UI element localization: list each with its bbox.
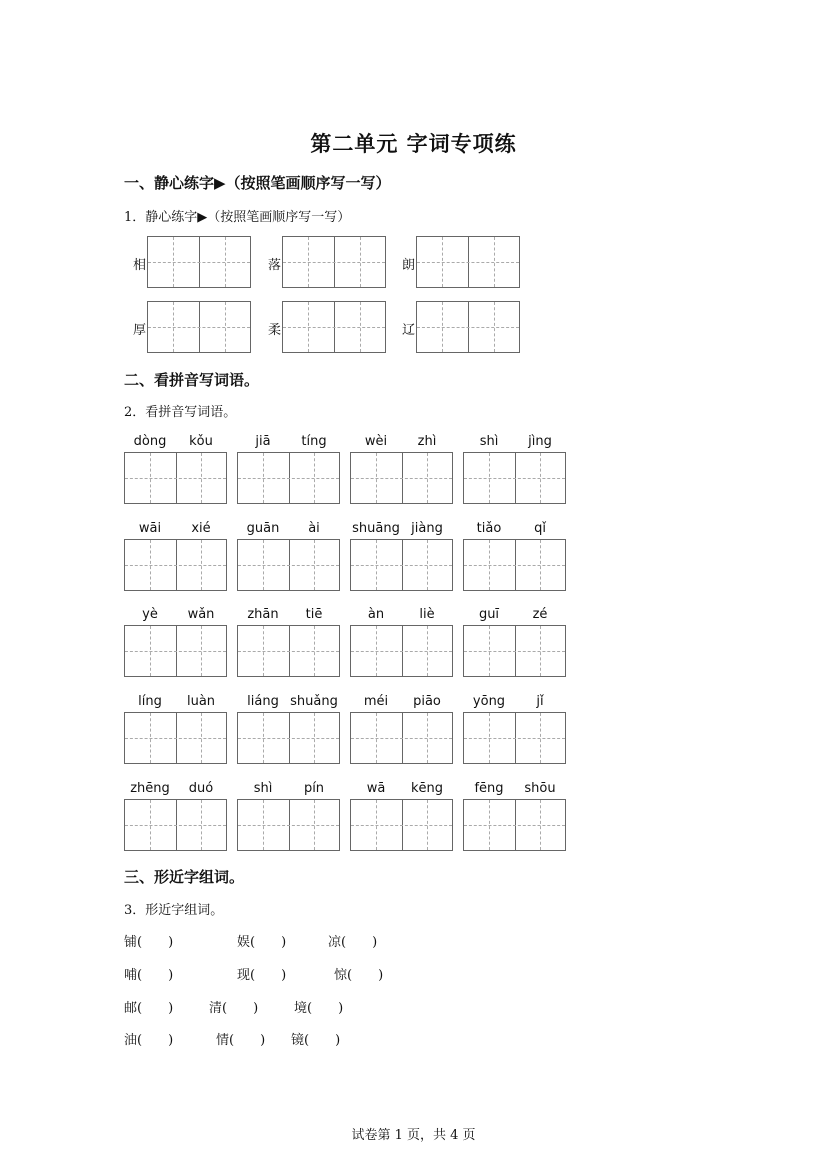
word-blank[interactable]: 清( ) [209,1001,259,1016]
writing-box[interactable] [282,301,386,353]
pinyin-label: kǒu [189,434,213,449]
writing-box[interactable] [124,539,227,591]
pinyin-label: zhēng [130,781,170,796]
writing-box[interactable] [237,712,340,764]
pinyin-label: yōng [472,694,506,709]
word-blank[interactable]: 凉( ) [328,935,378,950]
practice-char: 厚 [133,323,147,338]
pinyin-label: ài [308,521,320,536]
pinyin-label: luàn [186,694,216,709]
question-2: 2．看拼音写词语。 [124,405,237,420]
guide-line [148,262,250,263]
guide-line [283,327,385,328]
word-blank[interactable]: 哺( ) [124,968,174,983]
guide-line [464,738,565,739]
pinyin-label: zhān [247,607,279,622]
guide-line [238,478,339,479]
writing-box[interactable] [237,799,340,851]
writing-box[interactable] [350,452,453,504]
word-blank[interactable]: 油( ) [124,1033,174,1048]
word-blank[interactable]: 惊( ) [334,968,384,983]
pinyin-label: xié [191,521,211,536]
pinyin-label: líng [138,694,162,709]
pinyin-label: qǐ [534,521,546,536]
guide-line [417,262,519,263]
writing-box[interactable] [237,452,340,504]
guide-line [417,327,519,328]
pinyin-label: liáng [247,694,279,709]
guide-line [125,565,226,566]
pinyin-label: wǎn [187,607,215,622]
pinyin-label: shì [253,781,273,796]
guide-line [238,651,339,652]
pinyin-label: zhì [417,434,437,449]
pinyin-label: piāo [413,694,441,709]
pinyin-label: tiǎo [476,521,502,536]
section-1-heading: 一、静心练字▶（按照笔画顺序写一写） [124,174,391,192]
section-2-heading: 二、看拼音写词语。 [124,371,260,389]
writing-box[interactable] [124,452,227,504]
pinyin-label: pín [303,781,325,796]
pinyin-label: guī [478,607,500,622]
word-blank[interactable]: 现( ) [237,968,287,983]
practice-char: 柔 [268,323,282,338]
practice-char: 辽 [402,323,416,338]
guide-line [238,825,339,826]
guide-line [283,262,385,263]
practice-char: 相 [133,258,147,273]
pinyin-label: yè [142,607,158,622]
word-blank[interactable]: 娱( ) [237,935,287,950]
pinyin-label: shì [479,434,499,449]
pinyin-label: jiā [255,434,271,449]
guide-line [464,478,565,479]
guide-line [464,565,565,566]
pinyin-label: zé [532,607,548,622]
writing-box[interactable] [282,236,386,288]
writing-box[interactable] [463,625,566,677]
writing-box[interactable] [416,236,520,288]
writing-box[interactable] [237,539,340,591]
writing-box[interactable] [147,236,251,288]
pinyin-label: méi [363,694,389,709]
pinyin-label: tíng [301,434,327,449]
writing-box[interactable] [463,712,566,764]
pinyin-label: guān [246,521,280,536]
pinyin-label: àn [367,607,385,622]
page-title: 第二单元 字词专项练 [310,132,517,156]
pinyin-label: wā [366,781,386,796]
guide-line [351,478,452,479]
pinyin-label: shōu [524,781,556,796]
writing-box[interactable] [124,799,227,851]
writing-box[interactable] [147,301,251,353]
guide-line [125,738,226,739]
writing-box[interactable] [237,625,340,677]
practice-char: 朗 [402,258,416,273]
guide-line [464,651,565,652]
word-blank[interactable]: 镜( ) [291,1033,341,1048]
writing-box[interactable] [350,799,453,851]
guide-line [351,825,452,826]
guide-line [238,738,339,739]
pinyin-label: liè [419,607,435,622]
word-blank[interactable]: 情( ) [216,1033,266,1048]
guide-line [351,565,452,566]
word-blank[interactable]: 邮( ) [124,1001,174,1016]
writing-box[interactable] [124,712,227,764]
pinyin-label: dòng [133,434,167,449]
writing-box[interactable] [350,625,453,677]
pinyin-label: jiàng [411,521,443,536]
page-footer: 试卷第 1 页，共 4 页 [351,1128,476,1143]
writing-box[interactable] [350,539,453,591]
pinyin-label: duó [188,781,214,796]
word-blank[interactable]: 境( ) [294,1001,344,1016]
pinyin-label: shuāng [352,521,400,536]
word-blank[interactable]: 铺( ) [124,935,174,950]
question-3: 3．形近字组词。 [124,903,224,918]
writing-box[interactable] [463,539,566,591]
guide-line [125,651,226,652]
writing-box[interactable] [124,625,227,677]
writing-box[interactable] [416,301,520,353]
guide-line [125,478,226,479]
question-1: 1．静心练字▶（按照笔画顺序写一写） [124,210,351,225]
section-3-heading: 三、形近字组词。 [124,868,245,886]
pinyin-label: tiē [305,607,323,622]
pinyin-label: jǐ [536,694,544,709]
pinyin-label: wèi [364,434,388,449]
guide-line [351,651,452,652]
guide-line [351,738,452,739]
pinyin-label: kēng [410,781,444,796]
pinyin-label: fēng [474,781,504,796]
guide-line [125,825,226,826]
practice-char: 落 [268,258,282,273]
pinyin-label: jìng [528,434,552,449]
writing-box[interactable] [350,712,453,764]
writing-box[interactable] [463,452,566,504]
pinyin-label: wāi [138,521,162,536]
guide-line [464,825,565,826]
writing-box[interactable] [463,799,566,851]
guide-line [148,327,250,328]
pinyin-label: shuǎng [290,694,338,709]
guide-line [238,565,339,566]
